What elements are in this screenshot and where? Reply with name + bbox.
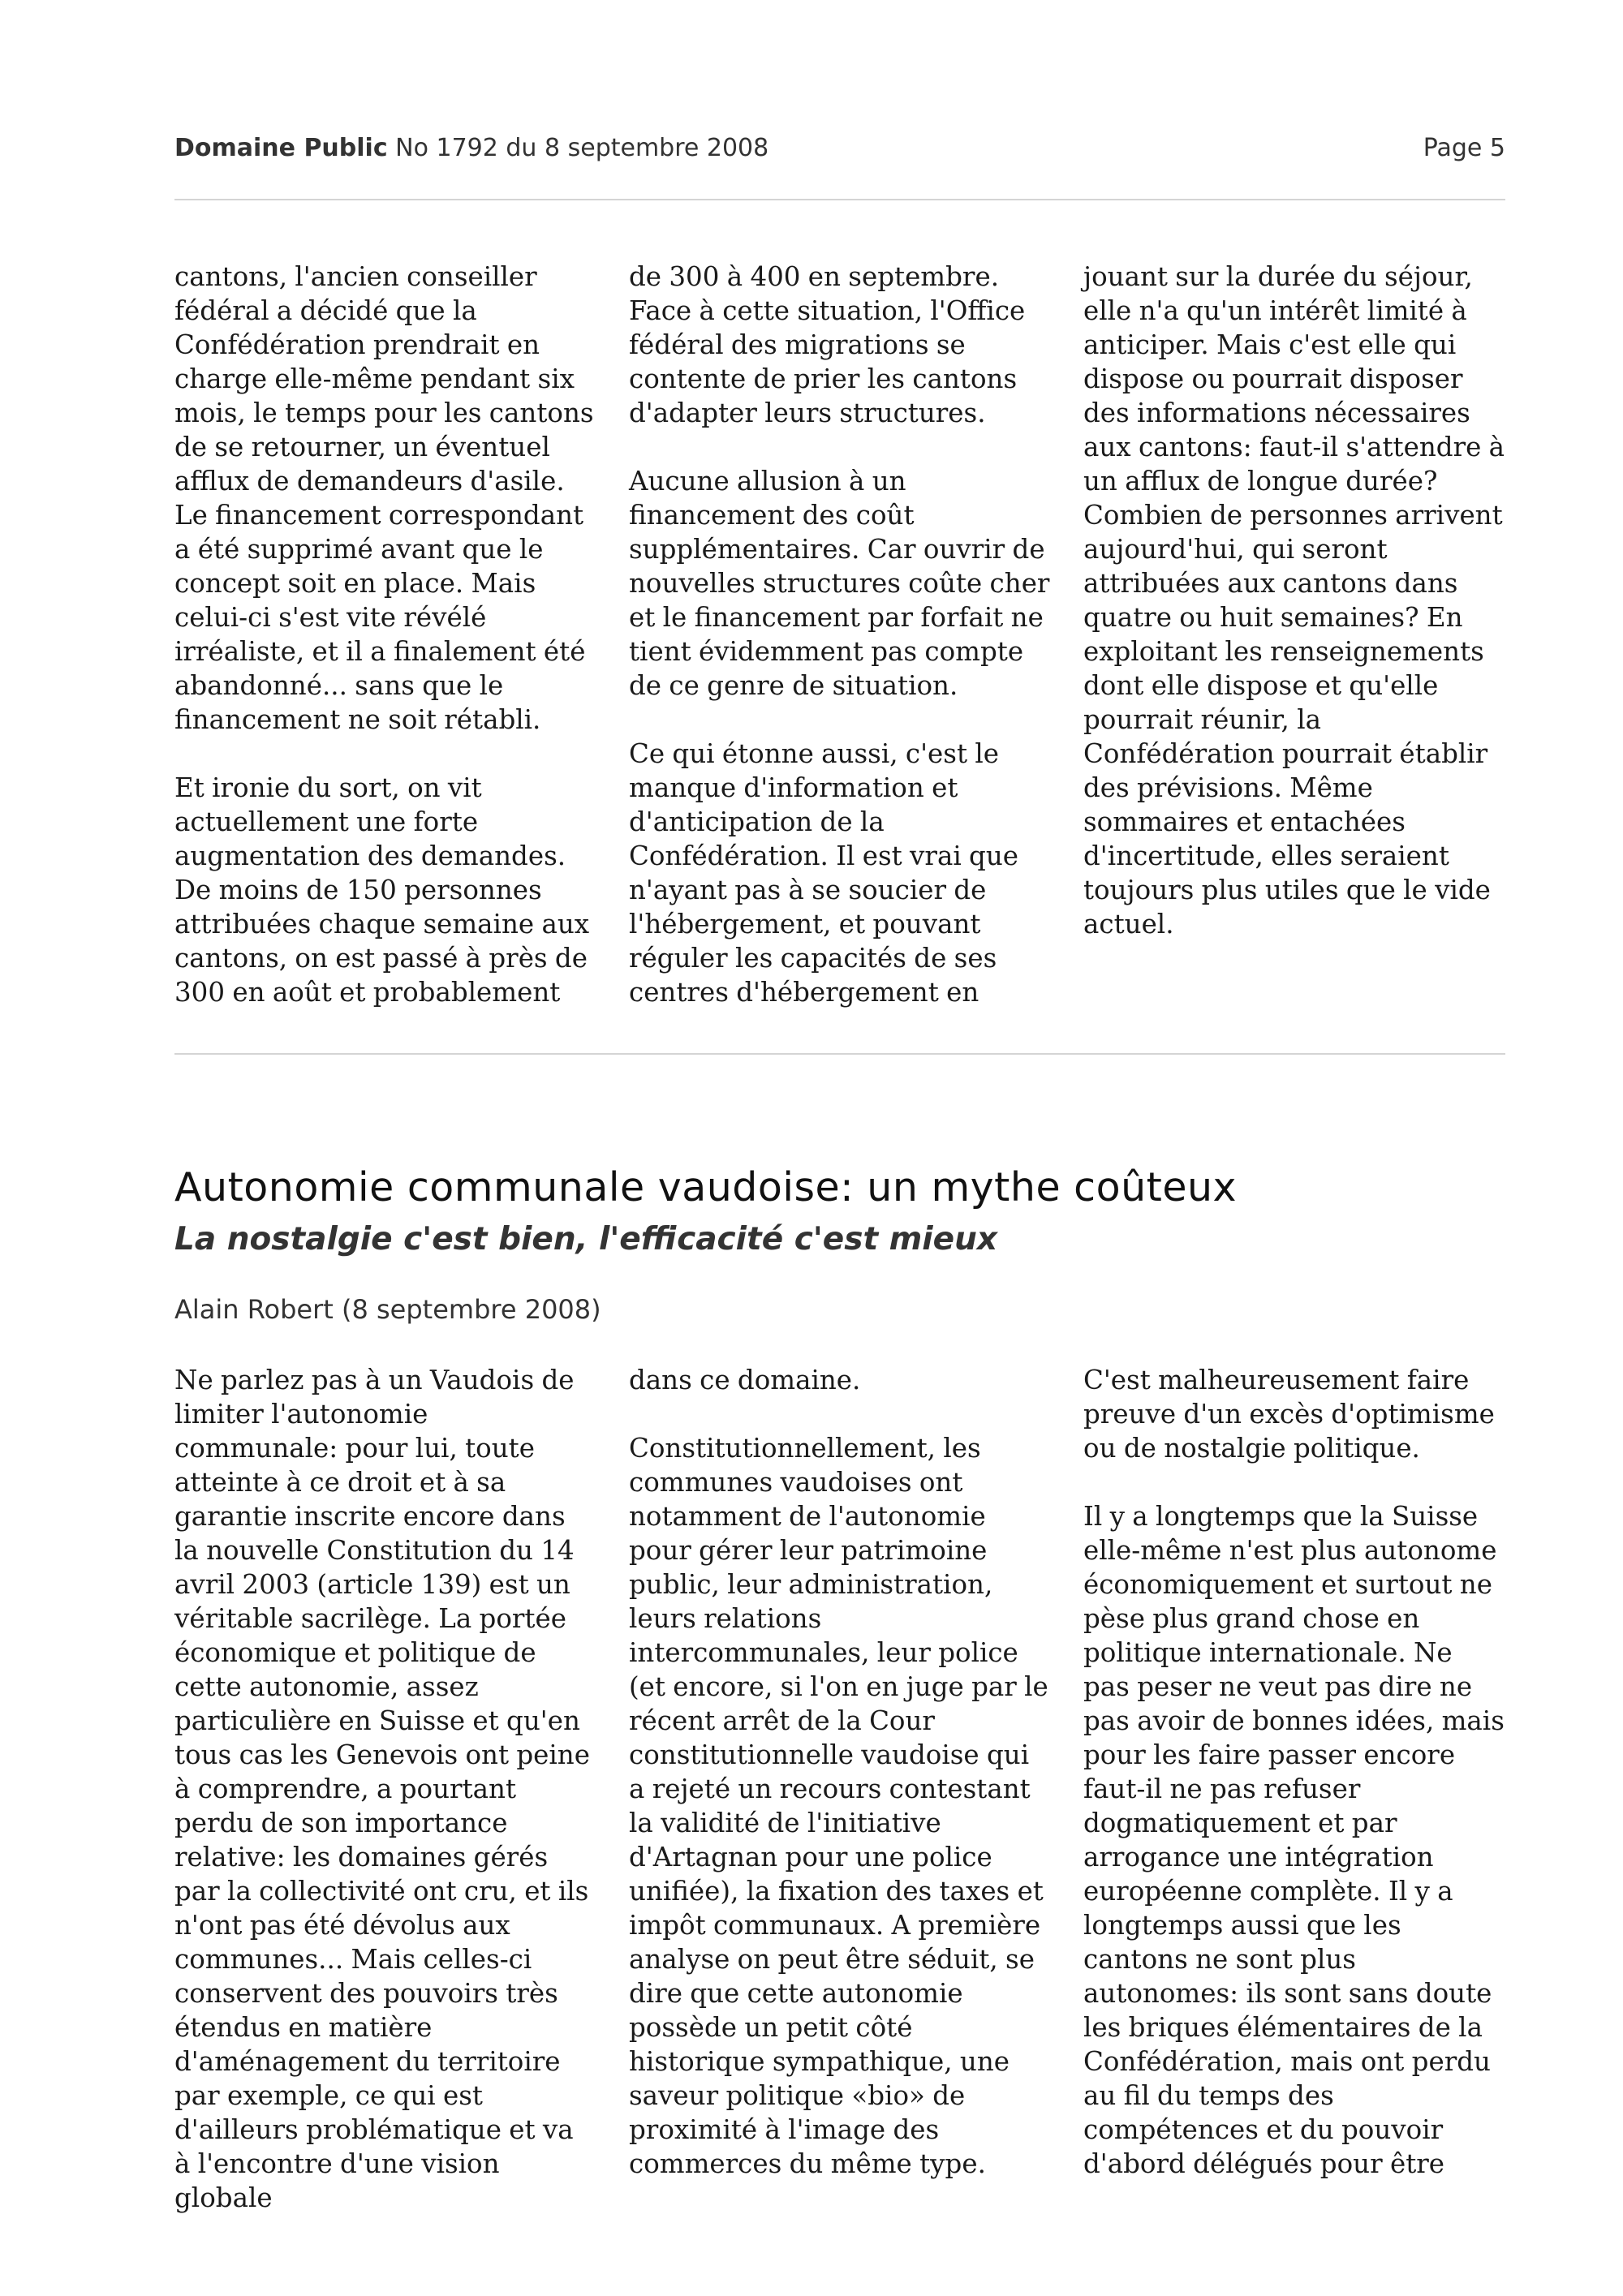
article-byline: Alain Robert (8 septembre 2008)	[174, 1294, 601, 1325]
paragraph: Ce qui étonne aussi, c'est le manque d'information et d'anticipation de la Confédération. Il est vrai que n'ayant pas à se soucier de l'hébergement, et pouvant réguler les capacités de ses centres d'hébergement en	[629, 738, 1019, 1008]
paragraph: Et ironie du sort, on vit actuellement une forte augmentation des demandes. De moins de 150 personnes attribuées chaque semaine aux cantons, on est passé à près de 300 en août et probablement	[174, 772, 590, 1008]
continued-column-2	[629, 260, 1051, 1009]
page-number: Page 5	[1423, 134, 1505, 162]
paragraph: Ne parlez pas à un Vaudois de limiter l'autonomie communale: pour lui, toute atteinte à ce droit et à sa garantie inscrite encore dans la nouvelle Constitution du 14 avril 2003 (article 139) est un véritable sacrilège. La portée économique et politique de cette autonomie, assez particulière en Suisse et qu'en tous cas les Genevois ont peine à comprendre, a pourtant perdu de son importance relative: les domaines gérés par la collectivité ont cru, et ils n'ont pas été dévolus aux communes... Mais celles-ci conservent des pouvoirs très étendus en matière d'aménagement du territoire par exemple, ce qui est d'ailleurs problématique et va à l'encontre d'une vision globale	[174, 1365, 590, 2213]
article-column-1	[174, 1363, 596, 2215]
article-subtitle: La nostalgie c'est bien, l'efficacité c'est mieux	[174, 1221, 998, 1258]
article-title: Autonomie communale vaudoise: un mythe coûteux	[174, 1164, 1238, 1210]
paragraph: Il y a longtemps que la Suisse elle-même n'est plus autonome économiquement et surtout ne pèse plus grand chose en politique internationale. Ne pas peser ne veut pas dire ne pas avoir de bonnes idées, mais pour les faire passer encore faut-il ne pas refuser dogmatiquement et par arrogance une intégration européenne complète. Il y a longtemps aussi que les cantons ne sont plus autonomes: ils sont sans doute les briques élémentaires de la Confédération, mais ont perdu au fil du temps des compétences et du pouvoir d'abord délégués pour être	[1083, 1501, 1505, 2179]
article-column-2	[629, 1363, 1051, 2215]
continued-column-1	[174, 260, 596, 1009]
article-divider	[174, 1053, 1505, 1055]
paragraph: cantons, l'ancien conseiller fédéral a décidé que la Confédération prendrait en charge elle-même pendant six mois, le temps pour les cantons de se retourner, un éventuel afflux de demandeurs d'asile. Le financement correspondant a été supprimé avant que le concept soit en place. Mais celui-ci s'est vite révélé irréaliste, et il a finalement été abandonné... sans que le financement ne soit rétabli.	[174, 261, 594, 735]
page-header	[174, 134, 1505, 170]
paragraph: de 300 à 400 en septembre. Face à cette situation, l'Office fédéral des migrations se contente de prier les cantons d'adapter leurs structures.	[629, 261, 1026, 428]
paragraph: Aucune allusion à un financement des coût supplémentaires. Car ouvrir de nouvelles structures coûte cher et le financement par forfait ne tient évidemment pas compte de ce genre de situation.	[629, 466, 1050, 701]
paragraph: Constitutionnellement, les communes vaudoises ont notamment de l'autonomie pour gérer leur patrimoine public, leur administration, leurs relations intercommunales, leur police (et encore, si l'on en juge par le récent arrêt de la Cour constitutionnelle vaudoise qui a rejeté un recours contestant la validité de l'initiative d'Artagnan pour une police unifiée), la fixation des taxes et impôt communaux. A première analyse on peut être séduit, se dire que cette autonomie possède un petit côté historique sympathique, une saveur politique «bio» de proximité à l'image des commerces du même type.	[629, 1433, 1048, 2179]
paragraph: dans ce domaine.	[629, 1365, 861, 1395]
article-column-3	[1083, 1363, 1505, 2215]
paragraph: jouant sur la durée du séjour, elle n'a qu'un intérêt limité à anticiper. Mais c'est elle qui dispose ou pourrait disposer des informations nécessaires aux cantons: faut-il s'attendre à un afflux de longue durée? Combien de personnes arrivent aujourd'hui, qui seront attribuées aux cantons dans quatre ou huit semaines? En exploitant les renseignements dont elle dispose et qu'elle pourrait réunir, la Confédération pourrait établir des prévisions. Même sommaires et entachées d'incertitude, elles seraient toujours plus utiles que le vide actuel.	[1083, 261, 1505, 939]
article-columns	[174, 1363, 1505, 2215]
publication-name: Domaine Public	[174, 134, 388, 162]
issue-info: No 1792 du 8 septembre 2008	[395, 134, 769, 162]
header-divider	[174, 199, 1505, 200]
paragraph: C'est malheureusement faire preuve d'un excès d'optimisme ou de nostalgie politique.	[1083, 1365, 1495, 1464]
continued-article-columns	[174, 260, 1505, 1009]
continued-column-3	[1083, 260, 1505, 1009]
